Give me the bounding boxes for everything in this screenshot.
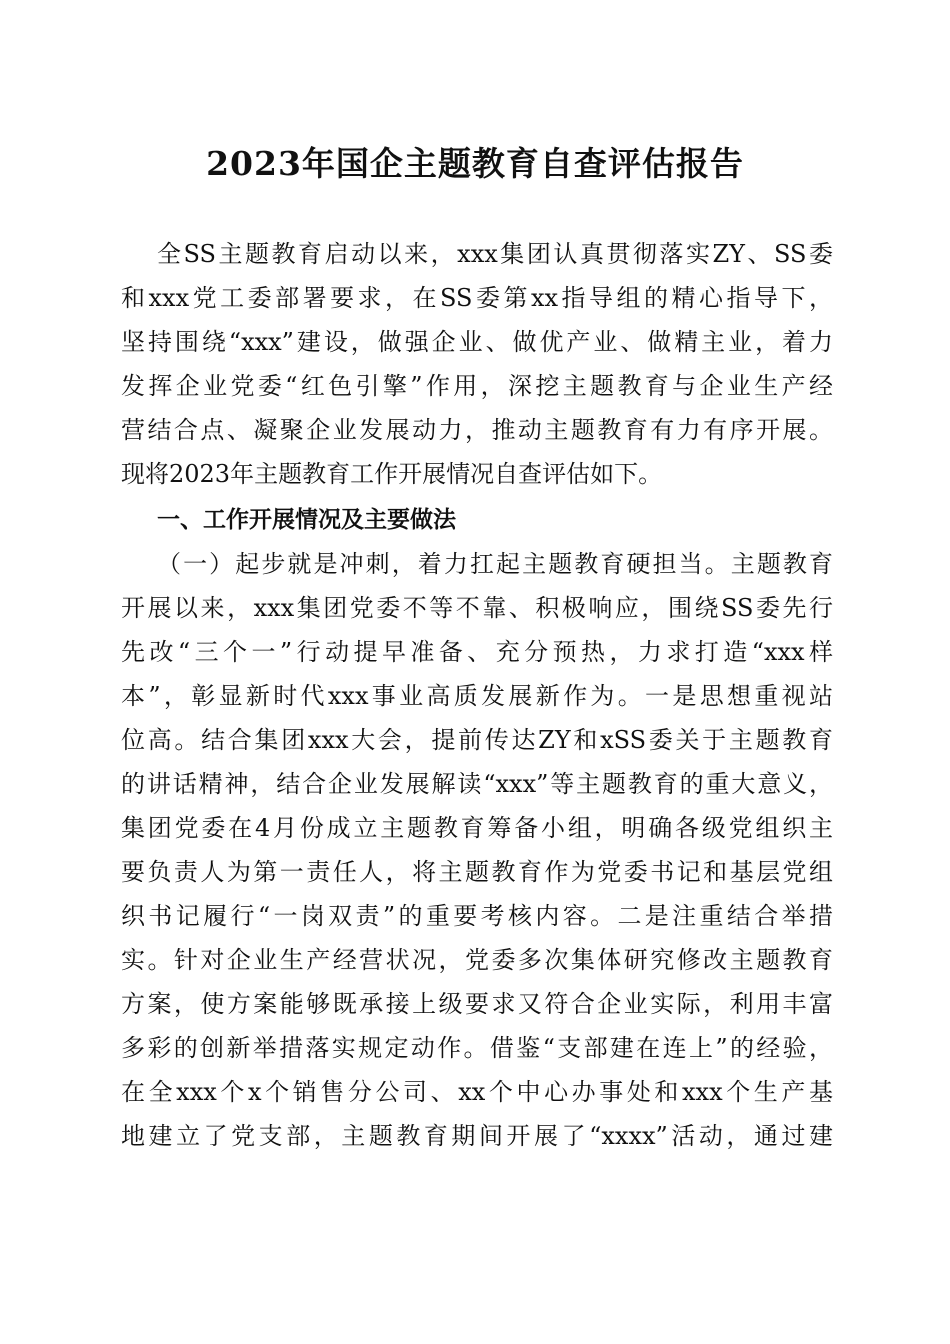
- intro-line: 发挥企业党委“红色引擎”作用，深挖主题教育与企业生产经: [121, 372, 833, 400]
- body-line: 在全xxx个x个销售分公司、xx个中心办事处和xxx个生产基: [121, 1078, 833, 1106]
- body-line: 的讲话精神，结合企业发展解读“xxx”等主题教育的重大意义，: [121, 770, 833, 798]
- body-line: 方案，使方案能够既承接上级要求又符合企业实际，利用丰富: [121, 990, 833, 1018]
- section-heading: 一、工作开展情况及主要做法: [157, 507, 456, 533]
- body-line: 先改“三个一”行动提早准备、充分预热，力求打造“xxx样: [121, 638, 833, 666]
- body-line: 要负责人为第一责任人，将主题教育作为党委书记和基层党组: [121, 858, 833, 886]
- intro-line: 现将2023年主题教育工作开展情况自查评估如下。: [121, 460, 663, 488]
- body-line: 本”，彰显新时代xxx事业高质发展新作为。一是思想重视站: [121, 682, 833, 710]
- body-line: 集团党委在4月份成立主题教育筹备小组，明确各级党组织主: [121, 814, 833, 842]
- body-line: 位高。结合集团xxx大会，提前传达ZY和xSS委关于主题教育: [121, 726, 833, 754]
- intro-line: 营结合点、凝聚企业发展动力，推动主题教育有力有序开展。: [121, 416, 833, 444]
- document-title: 2023年国企主题教育自查评估报告: [206, 144, 744, 183]
- body-line: （一）起步就是冲刺，着力扛起主题教育硬担当。主题教育: [157, 550, 833, 578]
- intro-line: 和xxx党工委部署要求，在SS委第xx指导组的精心指导下，: [121, 284, 833, 312]
- body-line: 实。针对企业生产经营状况，党委多次集体研究修改主题教育: [121, 946, 833, 974]
- body-line: 织书记履行“一岗双责”的重要考核内容。二是注重结合举措: [121, 902, 833, 930]
- intro-line: 全SS主题教育启动以来，xxx集团认真贯彻落实ZY、SS委: [157, 240, 833, 268]
- intro-line: 坚持围绕“xxx”建设，做强企业、做优产业、做精主业，着力: [121, 328, 833, 356]
- body-line: 开展以来，xxx集团党委不等不靠、积极响应，围绕SS委先行: [121, 594, 833, 622]
- body-line: 地建立了党支部，主题教育期间开展了“xxxx”活动，通过建: [121, 1122, 833, 1150]
- body-line: 多彩的创新举措落实规定动作。借鉴“支部建在连上”的经验，: [121, 1034, 833, 1062]
